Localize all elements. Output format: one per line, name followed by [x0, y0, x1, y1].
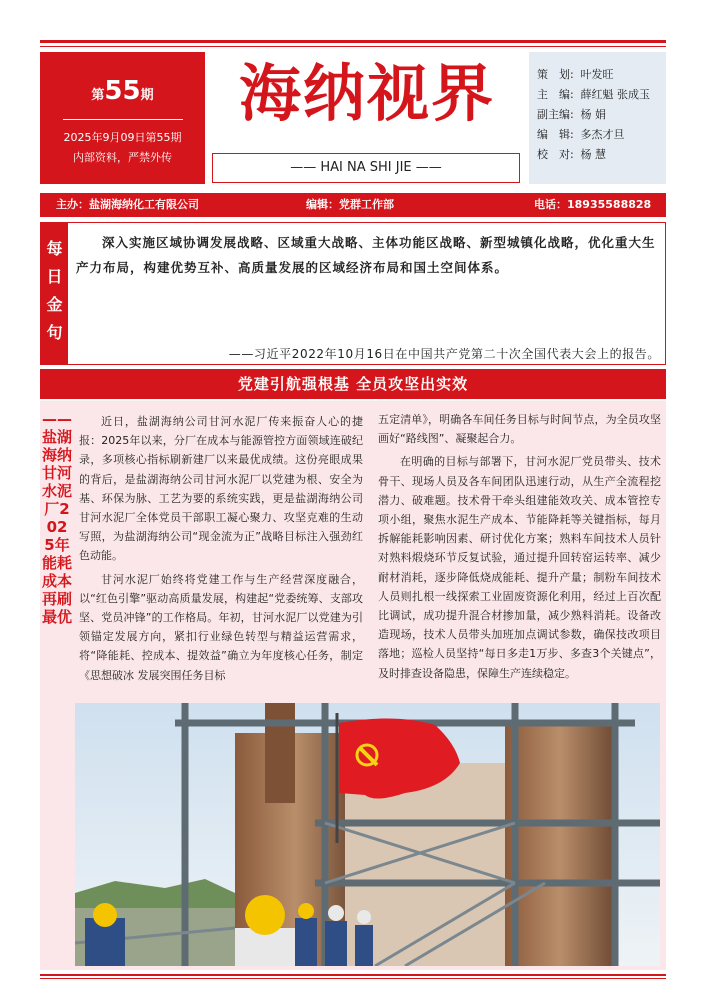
issue-box — [40, 52, 205, 184]
bottom-rule-thick — [40, 974, 666, 976]
issue-divider — [63, 119, 183, 120]
article-paragraph: 五定清单》，明确各车间任务目标与时间节点，为全员攻坚画好“路线图”、凝聚起合力。 — [378, 413, 661, 446]
staff-row-planner: 策 划: 叶发旺 — [537, 68, 614, 81]
staff-row-editor: 编 辑: 多杰才旦 — [537, 128, 625, 141]
article-column-2 — [378, 410, 661, 687]
issue-notice: 内部资料，严禁外传 — [73, 151, 172, 164]
section-headline: 党建引航强根基 全员攻坚出实效 — [40, 369, 666, 399]
article-photo — [75, 703, 660, 966]
top-rule-thin — [40, 46, 666, 47]
issue-date: 2025年9月09日第55期 — [63, 131, 182, 144]
top-rule-thick — [40, 40, 666, 43]
article-subtitle-vertical: ——盐湖海纳甘河水泥厂2025年能耗成本再刷最优 — [42, 410, 73, 626]
daily-quote-source: ——习近平2022年10月16日在中国共产党第二十次全国代表大会上的报告。 — [228, 347, 660, 361]
article-column-1 — [79, 412, 363, 689]
title-pinyin: —— HAI NA SHI JIE —— — [212, 153, 520, 183]
factory-photo-illustration — [75, 703, 660, 966]
staff-row-chief-editor: 主 编: 薛红魁 张成玉 — [537, 88, 650, 101]
daily-quote-text: 深入实施区域协调发展战略、区域重大战略、主体功能区战略、新型城镇化战略，优化重大生产力布局，构建优势互补、高质量发展的区域经济布局和国土空间体系。 — [76, 235, 656, 275]
article-paragraph: 在明确的目标与部署下，甘河水泥厂党员带头、技术骨干、现场人员及各车间团队迅速行动，从生产全流程挖潜力、破难题。技术骨干牵头组建能效攻关、成本管控专项小组，聚焦水泥生产成本、节能降耗等关键指标，每月拆解能耗影响因素、研讨优化方案；熟料车间技术人员针对熟料煅烧环节反复试验，通过提升回转窑运转率、减少耐材消耗，逐步降低烧成能耗、提升产量；制粉车间技术人员则扎根一线探索工业固废资源化利用，经过上百次配比调试，成功提升混合材掺加量，减少熟料消耗。设备改造现场，技术人员带头加班加点调试参数，确保技改项目落地；巡检人员坚持“每日多走1万步、多查3个关键点”，及时排查设备隐患，保障生产连续稳定。 — [378, 455, 661, 680]
sponsor-text: 主办：盐湖海纳化工有限公司 — [56, 198, 199, 211]
article-paragraph: 近日，盐湖海纳公司甘河水泥厂传来振奋人心的捷报：2025年以来，分厂在成本与能源管控方面领域连破纪录，多项核心指标刷新建厂以来最优成绩。这份亮眼成果的背后，是盐湖海纳公司甘河水泥厂以党建为根、安全为基、环保为脉、工艺为要的系统实践，更是盐湖海纳公司甘河水泥厂全体党员干部职工凝心聚力、攻坚克难的生动写照，为盐湖海纳公司“现金流为正”战略目标注入强劲红色动能。 — [79, 415, 363, 563]
newspaper-title: 海纳视界 — [238, 57, 495, 130]
staff-box — [529, 52, 666, 184]
bottom-rule-thin — [40, 978, 666, 979]
issue-number: 第55期 — [91, 76, 154, 106]
daily-quote-tag: 每日金句 — [41, 223, 68, 364]
info-bar — [40, 193, 666, 217]
editor-text: 编辑：党群工作部 — [306, 198, 394, 211]
staff-row-proofreader: 校 对: 杨 慧 — [537, 148, 606, 161]
staff-row-deputy-editor: 副主编: 杨 娟 — [537, 108, 606, 121]
phone-text: 电话：18935588828 — [534, 198, 652, 211]
article-paragraph: 甘河水泥厂始终将党建工作与生产经营深度融合，以“红色引擎”驱动高质量发展，构建起“党委统筹、支部攻坚、党员冲锋”的工作格局。年初，甘河水泥厂以党建为引领锚定发展方向，紧扣行业绿色转型与精益运营需求，将“降能耗、控成本、提效益”确立为年度核心任务，制定《思想破冰 发展突围任务目标 — [79, 572, 363, 682]
